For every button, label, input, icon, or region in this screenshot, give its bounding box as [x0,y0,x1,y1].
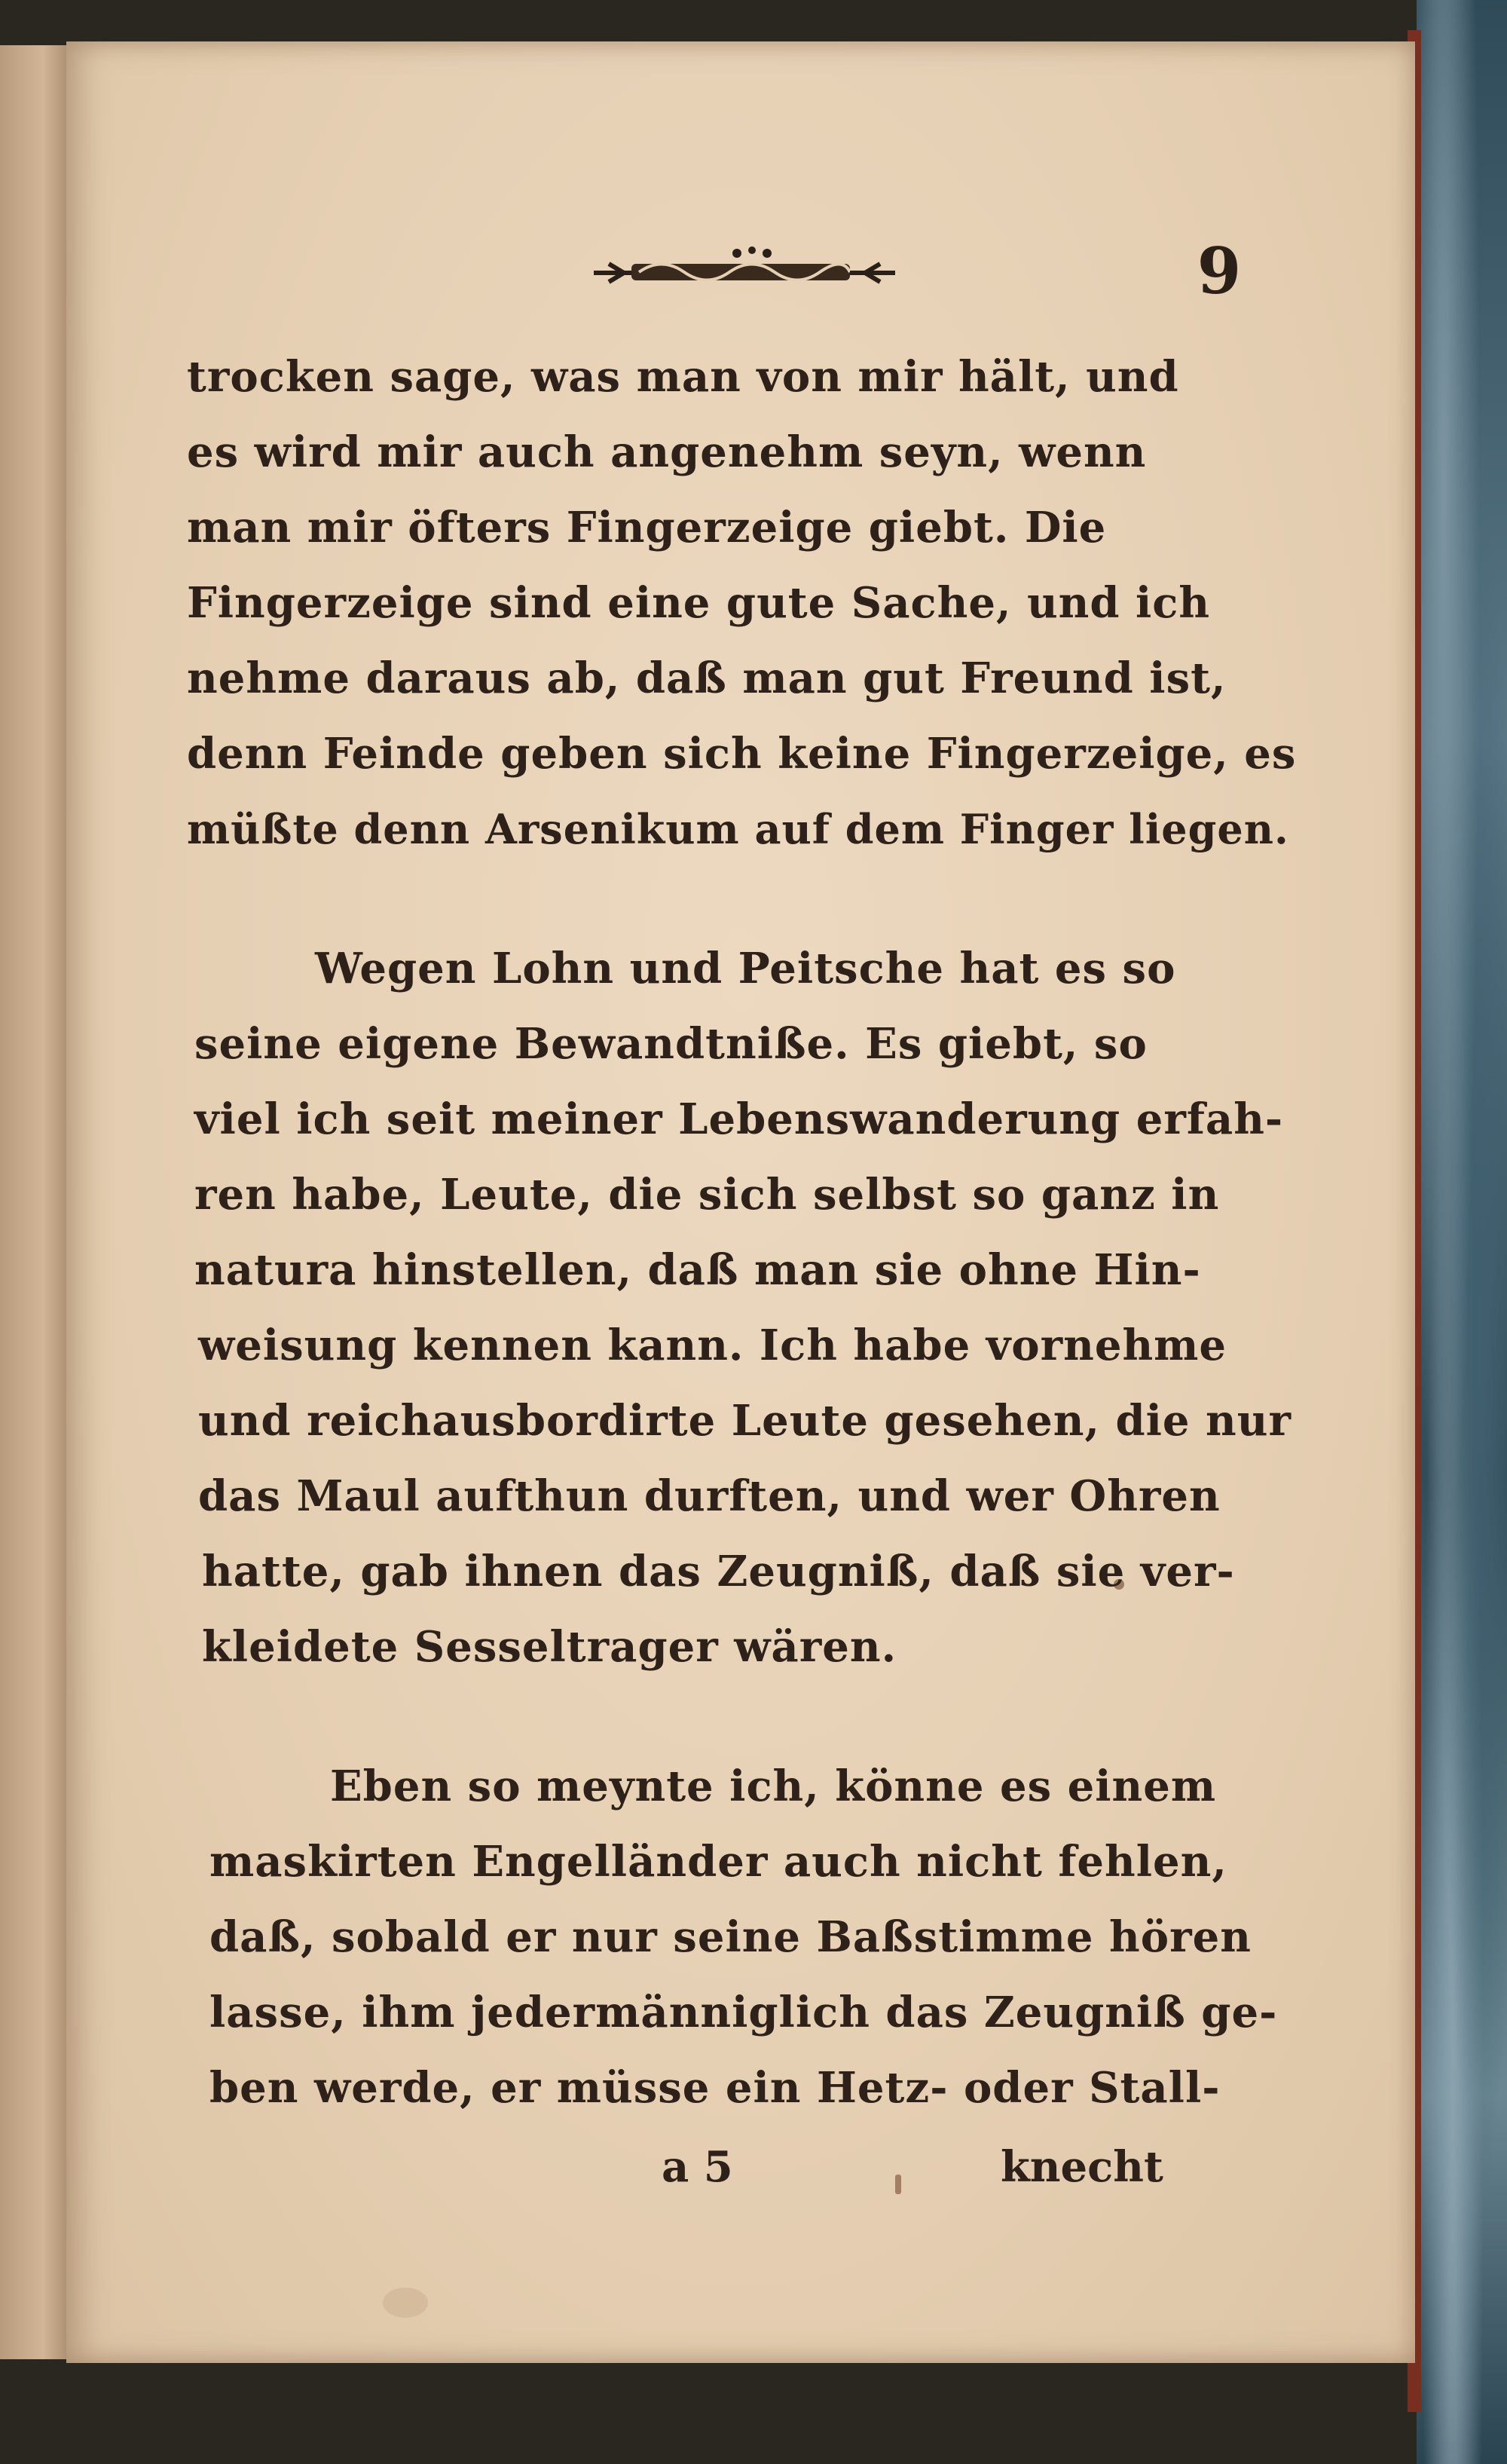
book-cover-board [1417,0,1507,2464]
text-line: natura hinstellen, daß man sie ohne Hin- [194,1245,1201,1295]
text-line: lasse, ihm jedermänniglich das Zeugniß ge- [209,1988,1278,2037]
text-line: kleidete Sesseltrager wären. [202,1622,897,1672]
text-line: Fingerzeige sind eine gute Sache, und ich [187,578,1211,628]
text-line: hatte, gab ihnen das Zeugniß, daß sie ver- [202,1547,1235,1596]
text-line: seine eigene Bewandtniße. Es giebt, so [194,1019,1148,1069]
text-line: müßte denn Arsenikum auf dem Finger liegen. [187,805,1289,853]
text-line: trocken sage, was man von mir hält, und [187,352,1179,402]
signature-mark: a 5 [662,2142,733,2192]
text-line: Eben so meynte ich, könne es einem [330,1762,1217,1811]
header-ornament [586,241,903,301]
text-line: maskirten Engelländer auch nicht fehlen, [209,1837,1227,1887]
facing-page-edge [0,45,72,2359]
text-line: Wegen Lohn und Peitsche hat es so [315,944,1176,993]
text-line: viel ich seit meiner Lebenswanderung erfah- [194,1094,1284,1144]
text-line: daß, sobald er nur seine Baßstimme hören [209,1912,1252,1962]
foxing-spot [895,2175,901,2194]
text-line: ben werde, er müsse ein Hetz- oder Stall- [209,2063,1221,2113]
text-line: das Maul aufthun durften, und wer Ohren [198,1471,1221,1521]
text-line: es wird mir auch angenehm seyn, wenn [187,427,1147,477]
text-line: nehme daraus ab, daß man gut Freund ist, [187,653,1227,703]
text-line: und reichausbordirte Leute gesehen, die nur [198,1396,1291,1446]
text-line: ren habe, Leute, die sich selbst so ganz in [194,1170,1220,1220]
page-number: 9 [1197,234,1242,308]
text-line: man mir öfters Fingerzeige giebt. Die [187,503,1107,552]
catchword: knecht [1001,2142,1163,2192]
text-line: denn Feinde geben sich keine Fingerzeige, es [187,729,1297,779]
text-line: weisung kennen kann. Ich habe vornehme [198,1321,1227,1370]
book-page [66,41,1415,2363]
foxing-spot [383,2288,428,2318]
